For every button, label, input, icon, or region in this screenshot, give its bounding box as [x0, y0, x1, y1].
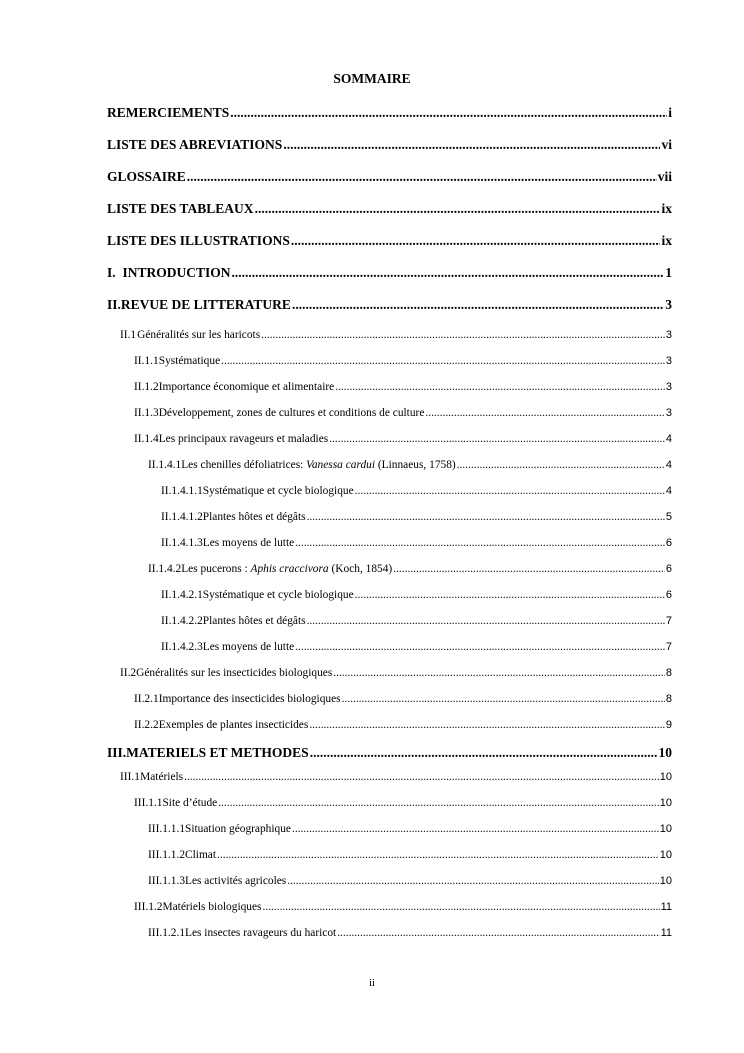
- toc-entry-page: 4: [665, 459, 672, 471]
- toc-entry-II-1-4-2-2[interactable]: [161, 615, 672, 627]
- species-name: Aphis craccivora: [250, 563, 329, 575]
- toc-entry-label: Importance économique et alimentaire: [158, 381, 335, 393]
- toc-entry-page: 9: [665, 719, 672, 731]
- toc-entry-II-2-1[interactable]: [134, 693, 672, 705]
- toc-entry-page: 11: [660, 901, 672, 913]
- toc-entry-page: 3: [665, 407, 672, 419]
- toc-entry-revue-litterature[interactable]: [107, 297, 672, 313]
- toc-entry-II-1-4-2-3[interactable]: [161, 641, 672, 653]
- toc-entry-number: III.1.2.1: [148, 927, 186, 939]
- toc-entry-II-1-4-1-1[interactable]: [161, 485, 672, 497]
- toc-entry-page: vii: [657, 169, 672, 184]
- toc-entry-number: II.1: [120, 329, 137, 341]
- toc-entry-page: 10: [659, 823, 672, 835]
- toc-entry-label: REVUE DE LITTERATURE: [120, 297, 291, 312]
- toc-entry-II-2[interactable]: [120, 667, 672, 679]
- page-number: ii: [368, 977, 376, 989]
- toc-entry-label: Systématique et cycle biologique: [202, 485, 354, 497]
- toc-entry-page: 4: [665, 433, 672, 445]
- toc-entry-page: 3: [665, 329, 672, 341]
- toc-entry-page: vi: [661, 137, 672, 152]
- toc-entry-number: II.1.4.1: [148, 459, 182, 471]
- toc-entry-III-1-2[interactable]: [134, 901, 672, 913]
- toc-entry-page: 1: [665, 265, 672, 280]
- toc-entry-III-1-1-3[interactable]: [148, 875, 672, 887]
- toc-entry-label: Les moyens de lutte: [202, 537, 295, 549]
- toc-entry-label: Les principaux ravageurs et maladies: [158, 433, 329, 445]
- toc-entry-number: II.: [107, 297, 121, 312]
- toc-entry-label: Matériels biologiques: [162, 901, 262, 913]
- toc-entry-label: Les chenilles défoliatrices: Vanessa cardui (Linnaeus, 1758): [181, 459, 456, 471]
- toc-entry-page: 6: [665, 563, 672, 575]
- toc-entry-label: REMERCIEMENTS: [107, 105, 230, 120]
- toc-entry-liste-abreviations[interactable]: [107, 137, 672, 153]
- toc-entry-number: III.1.2: [134, 901, 163, 913]
- toc-entry-number: II.1.4: [134, 433, 159, 445]
- toc-entry-page: 11: [660, 927, 672, 939]
- toc-entry-label: MATERIELS ET METHODES: [126, 745, 309, 760]
- toc-entry-page: 4: [665, 485, 672, 497]
- toc-entry-number: II.2: [120, 667, 137, 679]
- toc-entry-page: ix: [661, 233, 672, 248]
- toc-entry-III-1-1[interactable]: [134, 797, 672, 809]
- toc-entry-III-1-1-2[interactable]: [148, 849, 672, 861]
- page-title: SOMMAIRE: [333, 71, 411, 86]
- toc-entry-label: Exemples de plantes insecticides: [158, 719, 309, 731]
- toc-entry-III-1[interactable]: [120, 771, 672, 783]
- toc-entry-glossaire[interactable]: [107, 169, 672, 185]
- toc-entry-page: 7: [665, 615, 672, 627]
- toc-entry-II-1-4-1-3[interactable]: [161, 537, 672, 549]
- toc-entry-number: II.1.4.1.3: [161, 537, 203, 549]
- toc-entry-number: II.1.4.2.1: [161, 589, 203, 601]
- toc-entry-II-1-3[interactable]: [134, 407, 672, 419]
- toc-entry-number: III.1.1.3: [148, 875, 186, 887]
- toc-entry-label: Les moyens de lutte: [202, 641, 295, 653]
- toc-entry-number: II.1.1: [134, 355, 159, 367]
- toc-entry-label: GLOSSAIRE: [107, 169, 186, 184]
- toc-entry-liste-tableaux[interactable]: [107, 201, 672, 217]
- toc-entry-label: Matériels: [140, 771, 184, 783]
- toc-entry-liste-illustrations[interactable]: [107, 233, 672, 249]
- toc-entry-number: III.1.1.1: [148, 823, 186, 835]
- toc-entry-number: II.2.2: [134, 719, 159, 731]
- toc-entry-label: Systématique: [158, 355, 221, 367]
- toc-entry-label: Site d’étude: [162, 797, 218, 809]
- toc-entry-II-2-2[interactable]: [134, 719, 672, 731]
- toc-entry-label: Généralités sur les insecticides biologiques: [136, 667, 333, 679]
- toc-entry-label: Systématique et cycle biologique: [202, 589, 354, 601]
- toc-entry-number: III.1.1.2: [148, 849, 186, 861]
- toc-entry-page: ix: [661, 201, 672, 216]
- toc-entry-number: II.1.4.1.2: [161, 511, 203, 523]
- toc-entry-page: 10: [658, 745, 672, 760]
- toc-entry-II-1-2[interactable]: [134, 381, 672, 393]
- toc-entry-label: Les insectes ravageurs du haricot: [185, 927, 337, 939]
- toc-entry-label: LISTE DES ILLUSTRATIONS: [107, 233, 290, 248]
- toc-entry-page: 10: [659, 771, 672, 783]
- species-name: Vanessa cardui: [306, 459, 376, 471]
- toc-entry-page: 3: [665, 355, 672, 367]
- toc-entry-label: LISTE DES TABLEAUX: [107, 201, 254, 216]
- toc-entry-page: 7: [665, 641, 672, 653]
- toc-entry-number: II.2.1: [134, 693, 159, 705]
- toc-entry-page: 10: [659, 875, 672, 887]
- toc-entry-number: III.1.1: [134, 797, 163, 809]
- toc-entry-label: Situation géographique: [185, 823, 291, 835]
- toc-entry-label: Plantes hôtes et dégâts: [202, 615, 306, 627]
- toc-entry-number: II.1.4.2: [148, 563, 182, 575]
- toc-entry-page: 8: [665, 667, 672, 679]
- toc-entry-label: Développement, zones de cultures et conditions de culture: [158, 407, 425, 419]
- toc-entry-number: III.: [107, 745, 127, 760]
- toc-entry-number: II.1.4.1.1: [161, 485, 203, 497]
- toc-entry-label: Plantes hôtes et dégâts: [202, 511, 306, 523]
- toc-entry-page: 6: [665, 537, 672, 549]
- toc-entry-number: II.1.4.2.2: [161, 615, 203, 627]
- toc-entry-III-1-2-1[interactable]: [148, 927, 672, 939]
- toc-entry-label: Importance des insecticides biologiques: [158, 693, 341, 705]
- toc-entry-remerciements[interactable]: [107, 105, 672, 121]
- toc-entry-number: I.: [107, 265, 116, 280]
- toc-entry-II-1-1[interactable]: [134, 355, 672, 367]
- toc-entry-III-1-1-1[interactable]: [148, 823, 672, 835]
- toc-entry-II-1[interactable]: [120, 329, 672, 341]
- toc-entry-page: 10: [659, 849, 672, 861]
- toc-entry-number: III.1: [120, 771, 140, 783]
- toc-entry-label: INTRODUCTION: [122, 265, 231, 280]
- toc-entry-page: 3: [665, 297, 672, 312]
- toc-entry-label: LISTE DES ABREVIATIONS: [107, 137, 283, 152]
- toc-entry-II-1-4[interactable]: [134, 433, 672, 445]
- toc-entry-number: II.1.4.2.3: [161, 641, 203, 653]
- toc-entry-II-1-4-1[interactable]: [148, 459, 672, 471]
- toc-entry-materiels-methodes[interactable]: [107, 745, 672, 761]
- toc-entry-number: II.1.3: [134, 407, 159, 419]
- toc-entry-II-1-4-2[interactable]: [148, 563, 672, 575]
- toc-entry-page: 3: [665, 381, 672, 393]
- toc-entry-page: 5: [665, 511, 672, 523]
- toc-entry-page: 6: [665, 589, 672, 601]
- toc-entry-II-1-4-1-2[interactable]: [161, 511, 672, 523]
- toc-entry-label: Climat: [185, 849, 217, 861]
- toc-entry-label: Généralités sur les haricots: [137, 329, 261, 341]
- toc-entry-label: Les activités agricoles: [185, 875, 287, 887]
- toc-entry-page: 10: [659, 797, 672, 809]
- toc-entry-II-1-4-2-1[interactable]: [161, 589, 672, 601]
- toc-entry-page: 8: [665, 693, 672, 705]
- toc-entry-introduction[interactable]: [107, 265, 672, 281]
- toc-entry-page: i: [668, 105, 672, 120]
- toc-entry-number: II.1.2: [134, 381, 159, 393]
- toc-entry-label: Les pucerons : Aphis craccivora (Koch, 1854): [181, 563, 393, 575]
